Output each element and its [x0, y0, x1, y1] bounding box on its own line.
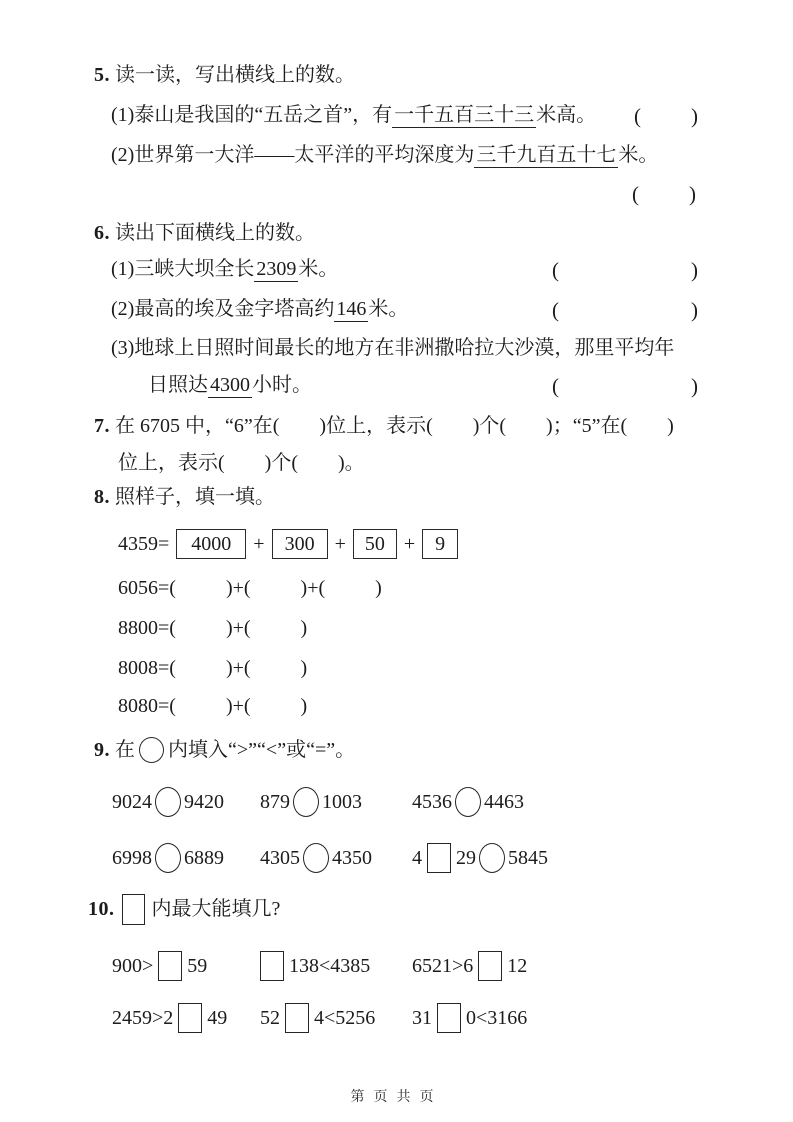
right-number: 4350	[332, 846, 372, 869]
answer-blank[interactable]	[552, 297, 698, 322]
fill-item	[412, 951, 706, 981]
q7-text-1: 在 6705 中，“6”在( )位上，表示( )个( )；“5”在( )	[115, 415, 674, 437]
q8-fill-line-text: 8008=( )+( )	[118, 657, 308, 679]
q9-heading	[88, 733, 706, 767]
q5-item-1-post: 米高。	[536, 103, 597, 126]
item-post: 0<3166	[466, 1006, 528, 1029]
left-number: 4536	[412, 790, 452, 813]
value-box-text: 300	[284, 532, 315, 555]
q8-fill-line[interactable]	[88, 613, 706, 643]
q8-fill-line[interactable]	[88, 691, 706, 721]
q6-item-3-line-1	[88, 333, 706, 363]
left-number: 4305	[260, 846, 300, 869]
answer-circle[interactable]	[455, 787, 481, 817]
q6-item-2-text	[111, 299, 408, 322]
open-paren: (	[552, 257, 559, 282]
answer-square[interactable]	[437, 1003, 461, 1033]
right-number: 6889	[184, 846, 224, 869]
q7-number: 7.	[94, 415, 110, 437]
right-number: 1003	[322, 790, 362, 813]
q5-heading	[88, 60, 706, 90]
close-paren: )	[691, 257, 698, 282]
q6-item-3-text-2	[148, 375, 312, 398]
item-post: 12	[507, 954, 528, 977]
q5-item-2-pre: (2)世界第一大洋——太平洋的平均深度为	[111, 143, 475, 166]
q10-title: 内最大能填几?	[151, 898, 281, 920]
value-box	[176, 529, 246, 559]
q8-example-row	[88, 527, 706, 561]
q5-title: 读一读，写出横线上的数。	[115, 64, 355, 86]
q5-item-2-text	[111, 145, 658, 168]
q6-item-2-post: 米。	[368, 297, 409, 320]
answer-blank[interactable]	[632, 181, 696, 206]
answer-square[interactable]	[285, 1003, 309, 1033]
compare-item	[112, 843, 260, 873]
q9-title-post: 内填入“>”“<”或“=”。	[168, 739, 356, 761]
q6-item-1-pre: (1)三峡大坝全长	[111, 257, 255, 280]
value-box	[422, 529, 458, 559]
q8-number: 8.	[94, 486, 110, 508]
plus-sign: +	[403, 532, 416, 555]
q6-title: 读出下面横线上的数。	[115, 222, 315, 244]
page-footer: 第页共页	[350, 1090, 443, 1105]
q5-number: 5.	[94, 64, 110, 86]
open-paren: (	[552, 373, 559, 398]
left-number: 6998	[112, 846, 152, 869]
q9-number: 9.	[94, 739, 110, 761]
fill-item	[260, 951, 412, 981]
answer-circle[interactable]	[479, 843, 505, 873]
answer-blank[interactable]	[634, 103, 698, 128]
item-pre: 31	[412, 1006, 432, 1029]
middle-number: 29	[456, 846, 476, 869]
compare-item	[260, 843, 412, 873]
answer-square[interactable]	[260, 951, 284, 981]
answer-circle[interactable]	[293, 787, 319, 817]
close-paren: )	[691, 373, 698, 398]
q8-title: 照样子，填一填。	[115, 486, 275, 508]
q10-row-2	[112, 1001, 706, 1035]
q6-item-1-underlined-number: 2309	[256, 257, 297, 280]
value-box	[353, 529, 397, 559]
q10-heading	[88, 891, 706, 927]
open-paren: (	[634, 103, 641, 128]
q6-item-3-pre: 日照达	[148, 373, 208, 396]
item-pre: 6521>6	[412, 954, 474, 977]
compare-item	[112, 787, 260, 817]
q10-number: 10.	[88, 898, 115, 920]
q5-item-1-underlined-number: 一千五百三十三	[394, 103, 535, 126]
fill-item	[112, 1003, 260, 1033]
worksheet-content	[88, 60, 706, 1035]
q6-item-3-text-1: (3)地球上日照时间最长的地方在非洲撒哈拉大沙漠，那里平均年	[111, 337, 675, 359]
plus-sign: +	[334, 532, 346, 555]
q10-row-1	[112, 949, 706, 983]
item-post: 49	[207, 1006, 228, 1029]
q5-item-1	[88, 101, 706, 131]
value-box-text: 4000	[191, 532, 232, 555]
answer-circle[interactable]	[155, 843, 181, 873]
q8-fill-line[interactable]	[88, 653, 706, 683]
q6-item-1	[88, 255, 706, 285]
q8-example-lhs: 4359=	[118, 532, 170, 555]
q6-number: 6.	[94, 222, 110, 244]
close-paren: )	[691, 103, 698, 128]
q7-line-1	[88, 411, 706, 441]
q5-item-2-post: 米。	[618, 143, 659, 166]
q6-item-2	[88, 295, 706, 325]
q8-fill-line[interactable]	[88, 573, 706, 603]
q6-item-1-post: 米。	[298, 257, 339, 280]
answer-blank[interactable]	[552, 257, 698, 282]
close-paren: )	[691, 297, 698, 322]
left-number: 4	[412, 846, 422, 869]
left-number: 879	[260, 790, 290, 813]
q8-heading	[88, 482, 706, 512]
q6-item-2-pre: (2)最高的埃及金字塔高约	[111, 297, 335, 320]
answer-circle[interactable]	[155, 787, 181, 817]
fill-item	[260, 1003, 412, 1033]
item-post: 138<4385	[289, 954, 371, 977]
item-pre: 2459>2	[112, 1006, 174, 1029]
left-number: 9024	[112, 790, 152, 813]
q8-fill-line-text: 8080=( )+( )	[118, 695, 308, 717]
q8-fill-line-text: 8800=( )+( )	[118, 617, 308, 639]
item-post: 59	[187, 954, 208, 977]
q9-row-1	[112, 785, 706, 819]
q8-fill-line-text: 6056=( )+( )+( )	[118, 577, 382, 599]
plus-sign: +	[253, 532, 265, 555]
answer-circle[interactable]	[303, 843, 329, 873]
q6-item-3-line-2	[88, 371, 706, 401]
value-box	[272, 529, 328, 559]
value-box-text: 9	[435, 532, 446, 555]
compare-item	[412, 843, 706, 873]
answer-blank[interactable]	[552, 373, 698, 398]
fill-item	[112, 951, 260, 981]
q6-heading	[88, 218, 706, 248]
answer-square[interactable]	[478, 951, 502, 981]
q6-item-1-text	[111, 259, 338, 282]
q5-item-2	[88, 141, 706, 171]
fill-item	[412, 1003, 706, 1033]
open-paren: (	[552, 297, 559, 322]
item-pre: 900>	[112, 954, 154, 977]
open-paren: (	[632, 181, 639, 206]
right-number: 9420	[184, 790, 224, 813]
q5-item-2-underlined-number: 三千九百五十七	[476, 143, 617, 166]
q5-item-1-pre: (1)泰山是我国的“五岳之首”，有	[111, 103, 393, 126]
right-number: 5845	[508, 846, 548, 869]
q7-line-2	[88, 448, 706, 478]
q7-text-2: 位上，表示( )个( )。	[118, 452, 365, 474]
blank-square-icon	[122, 894, 145, 925]
item-post: 4<5256	[314, 1006, 376, 1029]
item-pre: 52	[260, 1006, 280, 1029]
close-paren: )	[689, 181, 696, 206]
q9-row-2	[112, 841, 706, 875]
compare-item	[260, 787, 412, 817]
compare-item	[412, 787, 706, 817]
value-box-text: 50	[364, 532, 385, 555]
compare-circle-icon	[139, 737, 164, 763]
right-number: 4463	[484, 790, 524, 813]
answer-square[interactable]	[427, 843, 451, 873]
q5-item-1-text	[111, 105, 596, 128]
q5-item-2-answer-line	[88, 179, 706, 209]
q9-title-pre: 在	[115, 739, 135, 761]
q6-item-2-underlined-number: 146	[336, 297, 367, 320]
q6-item-3-post: 小时。	[252, 373, 312, 396]
answer-square[interactable]	[178, 1003, 202, 1033]
answer-square[interactable]	[158, 951, 182, 981]
q6-item-3-underlined-number: 4300	[210, 373, 250, 396]
